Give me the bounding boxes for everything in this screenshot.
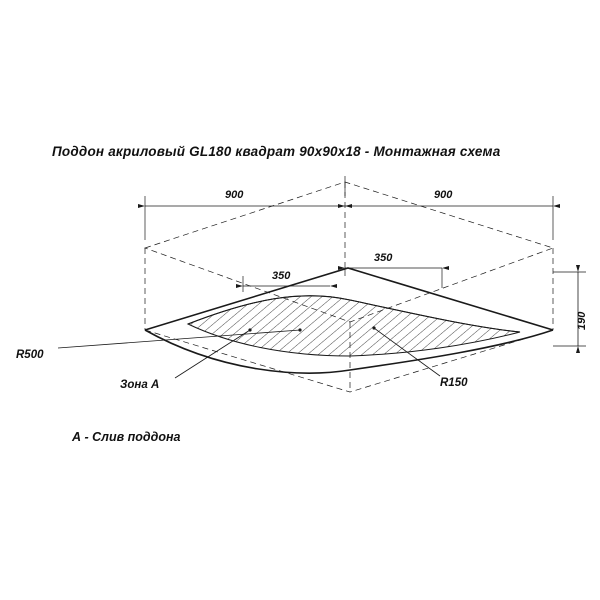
label-r500: R500 [16, 349, 44, 361]
dimension-lines-top [145, 176, 553, 240]
dimension-height: 190 [576, 311, 588, 330]
pan-isometric-box [145, 182, 553, 392]
label-r150: R150 [440, 377, 468, 389]
dimension-inner-right: 350 [374, 252, 393, 264]
drawing-title: Поддон акриловый GL180 квадрат 90x90x18 - Монтажная схема [52, 144, 501, 159]
dimension-line-height [553, 272, 586, 346]
drain-note: А - Слив поддона [72, 430, 181, 444]
dimension-inner-left: 350 [272, 270, 291, 282]
dimension-width-left: 900 [225, 189, 244, 201]
dimension-width-right: 900 [434, 189, 453, 201]
label-zone-a: Зона А [120, 379, 160, 391]
